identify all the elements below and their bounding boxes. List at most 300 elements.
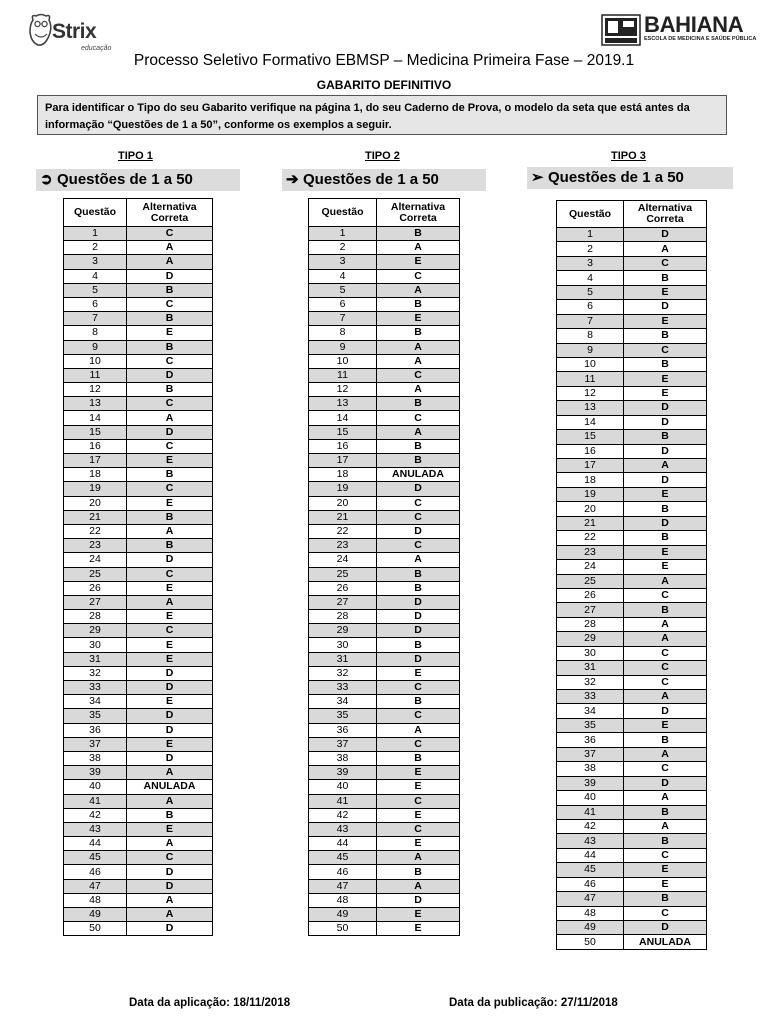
correct-answer: C xyxy=(377,681,460,695)
table-row xyxy=(64,567,213,581)
column-header-answer: Alternativa Correta xyxy=(127,199,213,227)
correct-answer: ANULADA xyxy=(624,935,707,949)
question-number: 21 xyxy=(64,510,127,524)
question-number: 12 xyxy=(64,383,127,397)
correct-answer: E xyxy=(127,454,213,468)
question-number: 38 xyxy=(557,762,624,776)
question-number: 21 xyxy=(557,516,624,530)
question-number: 30 xyxy=(309,638,377,652)
correct-answer: D xyxy=(624,704,707,718)
question-number: 16 xyxy=(64,439,127,453)
question-number: 43 xyxy=(309,822,377,836)
correct-answer: B xyxy=(127,539,213,553)
table-row xyxy=(557,430,707,444)
table-row xyxy=(64,439,213,453)
correct-answer: E xyxy=(624,285,707,299)
table-row xyxy=(557,386,707,400)
table-row xyxy=(557,271,707,285)
table-row xyxy=(64,524,213,538)
correct-answer: D xyxy=(127,922,213,936)
question-number: 46 xyxy=(557,877,624,891)
column-header-question: Questão xyxy=(557,201,624,228)
question-number: 27 xyxy=(557,603,624,617)
correct-answer: A xyxy=(377,340,460,354)
table-row xyxy=(309,766,460,780)
table-row xyxy=(557,762,707,776)
correct-answer: A xyxy=(377,383,460,397)
question-number: 43 xyxy=(557,834,624,848)
question-number: 4 xyxy=(64,269,127,283)
table-row xyxy=(309,652,460,666)
table-row xyxy=(557,733,707,747)
tipo-3-heading-text: Questões de 1 a 50 xyxy=(548,169,684,186)
question-number: 14 xyxy=(309,411,377,425)
table-row xyxy=(309,326,460,340)
table-row xyxy=(64,269,213,283)
question-number: 37 xyxy=(309,737,377,751)
table-row xyxy=(309,425,460,439)
table-row xyxy=(309,297,460,311)
correct-answer: D xyxy=(127,269,213,283)
question-number: 30 xyxy=(557,646,624,660)
question-number: 40 xyxy=(64,780,127,794)
table-row xyxy=(64,340,213,354)
tipo-2-label: TIPO 2 xyxy=(365,150,400,162)
correct-answer: B xyxy=(377,865,460,879)
table-row xyxy=(557,459,707,473)
correct-answer: E xyxy=(377,837,460,851)
table-row xyxy=(309,482,460,496)
question-number: 16 xyxy=(309,439,377,453)
correct-answer: A xyxy=(377,283,460,297)
table-row xyxy=(557,646,707,660)
question-number: 19 xyxy=(309,482,377,496)
strix-logo xyxy=(28,12,118,54)
correct-answer: C xyxy=(624,343,707,357)
correct-answer: A xyxy=(624,819,707,833)
table-row xyxy=(309,822,460,836)
tipo-1-label: TIPO 1 xyxy=(118,150,153,162)
table-row xyxy=(309,368,460,382)
question-number: 9 xyxy=(64,340,127,354)
question-number: 44 xyxy=(309,837,377,851)
table-row xyxy=(557,603,707,617)
correct-answer: D xyxy=(377,482,460,496)
question-number: 2 xyxy=(64,241,127,255)
table-row xyxy=(309,553,460,567)
question-number: 46 xyxy=(64,865,127,879)
correct-answer: A xyxy=(624,574,707,588)
table-row xyxy=(64,808,213,822)
table-row xyxy=(557,935,707,949)
correct-answer: B xyxy=(624,531,707,545)
question-number: 17 xyxy=(64,454,127,468)
table-row xyxy=(309,454,460,468)
table-row xyxy=(64,297,213,311)
correct-answer: D xyxy=(377,893,460,907)
question-number: 22 xyxy=(64,524,127,538)
table-row xyxy=(557,329,707,343)
question-number: 32 xyxy=(309,666,377,680)
table-row xyxy=(64,879,213,893)
correct-answer: B xyxy=(377,397,460,411)
correct-answer: C xyxy=(624,762,707,776)
correct-answer: A xyxy=(624,747,707,761)
question-number: 35 xyxy=(557,718,624,732)
question-number: 34 xyxy=(64,695,127,709)
table-row xyxy=(64,425,213,439)
question-number: 6 xyxy=(557,300,624,314)
question-number: 32 xyxy=(64,666,127,680)
question-number: 2 xyxy=(309,241,377,255)
question-number: 17 xyxy=(309,454,377,468)
question-number: 10 xyxy=(64,354,127,368)
correct-answer: A xyxy=(127,908,213,922)
table-row xyxy=(64,595,213,609)
question-number: 42 xyxy=(557,819,624,833)
column-header-question: Questão xyxy=(309,199,377,227)
question-number: 20 xyxy=(309,496,377,510)
correct-answer: C xyxy=(624,661,707,675)
question-number: 50 xyxy=(309,922,377,936)
correct-answer: D xyxy=(624,444,707,458)
question-number: 15 xyxy=(64,425,127,439)
correct-answer: A xyxy=(377,425,460,439)
column-header-answer: Alternativa Correta xyxy=(377,199,460,227)
correct-answer: B xyxy=(624,271,707,285)
correct-answer: E xyxy=(377,780,460,794)
question-number: 45 xyxy=(64,851,127,865)
question-number: 28 xyxy=(309,610,377,624)
question-number: 41 xyxy=(309,794,377,808)
table-row xyxy=(309,695,460,709)
question-number: 6 xyxy=(64,297,127,311)
correct-answer: B xyxy=(127,283,213,297)
table-row xyxy=(557,791,707,805)
correct-answer: A xyxy=(624,690,707,704)
question-number: 10 xyxy=(557,357,624,371)
correct-answer: A xyxy=(127,794,213,808)
correct-answer: D xyxy=(127,553,213,567)
question-number: 17 xyxy=(557,459,624,473)
question-number: 5 xyxy=(64,283,127,297)
question-number: 18 xyxy=(309,468,377,482)
question-number: 30 xyxy=(64,638,127,652)
question-number: 37 xyxy=(557,747,624,761)
question-number: 3 xyxy=(64,255,127,269)
correct-answer: B xyxy=(127,468,213,482)
question-number: 38 xyxy=(309,751,377,765)
correct-answer: D xyxy=(624,921,707,935)
question-number: 15 xyxy=(309,425,377,439)
table-row xyxy=(309,524,460,538)
correct-answer: E xyxy=(624,487,707,501)
table-row xyxy=(64,482,213,496)
correct-answer: B xyxy=(377,454,460,468)
correct-answer: E xyxy=(127,822,213,836)
correct-answer: C xyxy=(624,848,707,862)
question-number: 7 xyxy=(309,312,377,326)
table-row xyxy=(64,383,213,397)
question-number: 22 xyxy=(557,531,624,545)
correct-answer: C xyxy=(127,397,213,411)
correct-answer: E xyxy=(377,766,460,780)
correct-answer: E xyxy=(624,877,707,891)
table-row xyxy=(64,766,213,780)
correct-answer: A xyxy=(127,411,213,425)
correct-answer: D xyxy=(127,666,213,680)
table-row xyxy=(309,581,460,595)
table-row xyxy=(309,510,460,524)
correct-answer: B xyxy=(624,805,707,819)
table-row xyxy=(557,704,707,718)
question-number: 3 xyxy=(557,256,624,270)
table-row xyxy=(64,780,213,794)
correct-answer: D xyxy=(127,751,213,765)
tipo-2-answer-table xyxy=(308,198,460,936)
table-row xyxy=(557,848,707,862)
question-number: 45 xyxy=(557,863,624,877)
table-row xyxy=(309,681,460,695)
correct-answer: B xyxy=(127,383,213,397)
question-number: 1 xyxy=(557,228,624,242)
question-number: 26 xyxy=(557,588,624,602)
tipo-1-heading-text: Questões de 1 a 50 xyxy=(57,171,193,188)
table-row xyxy=(64,893,213,907)
correct-answer: C xyxy=(377,737,460,751)
correct-answer: B xyxy=(377,439,460,453)
correct-answer: C xyxy=(624,588,707,602)
correct-answer: D xyxy=(377,610,460,624)
correct-answer: C xyxy=(624,256,707,270)
question-number: 12 xyxy=(557,386,624,400)
table-row xyxy=(64,312,213,326)
correct-answer: E xyxy=(127,737,213,751)
application-date: Data da aplicação: 18/11/2018 xyxy=(129,997,291,1009)
question-number: 9 xyxy=(309,340,377,354)
correct-answer: A xyxy=(127,893,213,907)
table-row xyxy=(64,922,213,936)
table-row xyxy=(557,690,707,704)
question-number: 25 xyxy=(64,567,127,581)
tipo-1-rows xyxy=(64,227,213,936)
table-row xyxy=(309,624,460,638)
table-row xyxy=(557,314,707,328)
question-number: 49 xyxy=(309,908,377,922)
correct-answer: E xyxy=(127,496,213,510)
correct-answer: E xyxy=(127,326,213,340)
table-row xyxy=(309,737,460,751)
correct-answer: D xyxy=(127,865,213,879)
table-row xyxy=(557,531,707,545)
correct-answer: A xyxy=(624,459,707,473)
correct-answer: B xyxy=(624,430,707,444)
table-row xyxy=(309,411,460,425)
question-number: 39 xyxy=(557,776,624,790)
question-number: 20 xyxy=(557,502,624,516)
question-number: 27 xyxy=(64,595,127,609)
correct-answer: ANULADA xyxy=(377,468,460,482)
question-number: 33 xyxy=(309,681,377,695)
table-row xyxy=(557,487,707,501)
table-row xyxy=(64,553,213,567)
correct-answer: C xyxy=(377,411,460,425)
question-number: 8 xyxy=(309,326,377,340)
right-arrow-icon: ➔ xyxy=(286,171,299,188)
correct-answer: ANULADA xyxy=(127,780,213,794)
table-row xyxy=(557,574,707,588)
table-row xyxy=(557,343,707,357)
table-row xyxy=(309,666,460,680)
table-row xyxy=(557,776,707,790)
correct-answer: C xyxy=(127,297,213,311)
table-row xyxy=(309,780,460,794)
table-row xyxy=(557,632,707,646)
tipo-3-heading xyxy=(527,167,733,189)
question-number: 3 xyxy=(309,255,377,269)
table-row xyxy=(309,312,460,326)
question-number: 44 xyxy=(64,837,127,851)
question-number: 33 xyxy=(557,690,624,704)
question-number: 4 xyxy=(557,271,624,285)
question-number: 4 xyxy=(309,269,377,283)
question-number: 29 xyxy=(64,624,127,638)
question-number: 32 xyxy=(557,675,624,689)
correct-answer: B xyxy=(624,733,707,747)
table-row xyxy=(557,834,707,848)
table-row xyxy=(309,340,460,354)
table-row xyxy=(64,255,213,269)
correct-answer: B xyxy=(377,695,460,709)
question-number: 5 xyxy=(309,283,377,297)
correct-answer: D xyxy=(127,723,213,737)
tipo-1-heading xyxy=(36,169,240,191)
correct-answer: A xyxy=(127,595,213,609)
question-number: 23 xyxy=(64,539,127,553)
table-row xyxy=(309,468,460,482)
correct-answer: E xyxy=(127,638,213,652)
table-row xyxy=(309,908,460,922)
correct-answer: C xyxy=(377,368,460,382)
table-row xyxy=(64,681,213,695)
correct-answer: C xyxy=(624,906,707,920)
question-number: 1 xyxy=(64,227,127,241)
question-number: 15 xyxy=(557,430,624,444)
correct-answer: D xyxy=(127,879,213,893)
question-number: 11 xyxy=(557,372,624,386)
correct-answer: C xyxy=(127,624,213,638)
table-row xyxy=(64,610,213,624)
table-row xyxy=(64,652,213,666)
question-number: 48 xyxy=(309,893,377,907)
table-row xyxy=(557,401,707,415)
correct-answer: D xyxy=(624,401,707,415)
tipo-3-label: TIPO 3 xyxy=(611,150,646,162)
correct-answer: D xyxy=(377,624,460,638)
tipo-3-rows xyxy=(557,228,707,950)
question-number: 11 xyxy=(309,368,377,382)
table-row xyxy=(309,723,460,737)
curved-arrow-icon: ➲ xyxy=(40,171,53,188)
correct-answer: C xyxy=(377,539,460,553)
table-row xyxy=(64,283,213,297)
correct-answer: A xyxy=(127,524,213,538)
correct-answer: C xyxy=(377,269,460,283)
bahiana-logo xyxy=(601,12,757,48)
table-row xyxy=(64,794,213,808)
table-row xyxy=(557,516,707,530)
correct-answer: D xyxy=(624,516,707,530)
question-number: 25 xyxy=(557,574,624,588)
correct-answer: E xyxy=(377,666,460,680)
question-number: 39 xyxy=(64,766,127,780)
correct-answer: E xyxy=(377,312,460,326)
publication-date: Data da publicação: 27/11/2018 xyxy=(449,997,618,1009)
table-row xyxy=(64,326,213,340)
correct-answer: D xyxy=(377,652,460,666)
correct-answer: C xyxy=(127,227,213,241)
question-number: 50 xyxy=(557,935,624,949)
question-number: 43 xyxy=(64,822,127,836)
table-row xyxy=(309,879,460,893)
table-row xyxy=(64,851,213,865)
correct-answer: A xyxy=(624,617,707,631)
correct-answer: A xyxy=(624,791,707,805)
table-row xyxy=(557,588,707,602)
tipo-3-answer-table xyxy=(556,200,707,950)
correct-answer: D xyxy=(624,776,707,790)
table-row xyxy=(64,354,213,368)
table-row xyxy=(557,560,707,574)
question-number: 8 xyxy=(557,329,624,343)
table-row xyxy=(309,808,460,822)
table-row xyxy=(309,595,460,609)
table-row xyxy=(64,496,213,510)
question-number: 49 xyxy=(64,908,127,922)
question-number: 36 xyxy=(64,723,127,737)
correct-answer: B xyxy=(624,603,707,617)
question-number: 31 xyxy=(557,661,624,675)
correct-answer: E xyxy=(127,695,213,709)
correct-answer: C xyxy=(377,510,460,524)
strix-name: Strix xyxy=(52,20,97,43)
question-number: 14 xyxy=(557,415,624,429)
table-row xyxy=(309,837,460,851)
correct-answer: C xyxy=(127,482,213,496)
correct-answer: A xyxy=(377,354,460,368)
table-row xyxy=(309,397,460,411)
question-number: 47 xyxy=(557,892,624,906)
correct-answer: B xyxy=(624,329,707,343)
question-number: 37 xyxy=(64,737,127,751)
tipo-2-heading xyxy=(282,169,486,191)
question-number: 41 xyxy=(64,794,127,808)
question-number: 23 xyxy=(309,539,377,553)
question-number: 11 xyxy=(64,368,127,382)
table-row xyxy=(309,893,460,907)
column-header-question: Questão xyxy=(64,199,127,227)
table-row xyxy=(309,794,460,808)
question-number: 45 xyxy=(309,851,377,865)
table-row xyxy=(64,737,213,751)
table-row xyxy=(64,723,213,737)
correct-answer: D xyxy=(127,681,213,695)
table-row xyxy=(64,709,213,723)
table-row xyxy=(64,837,213,851)
table-row xyxy=(557,675,707,689)
table-row xyxy=(557,906,707,920)
correct-answer: C xyxy=(377,709,460,723)
